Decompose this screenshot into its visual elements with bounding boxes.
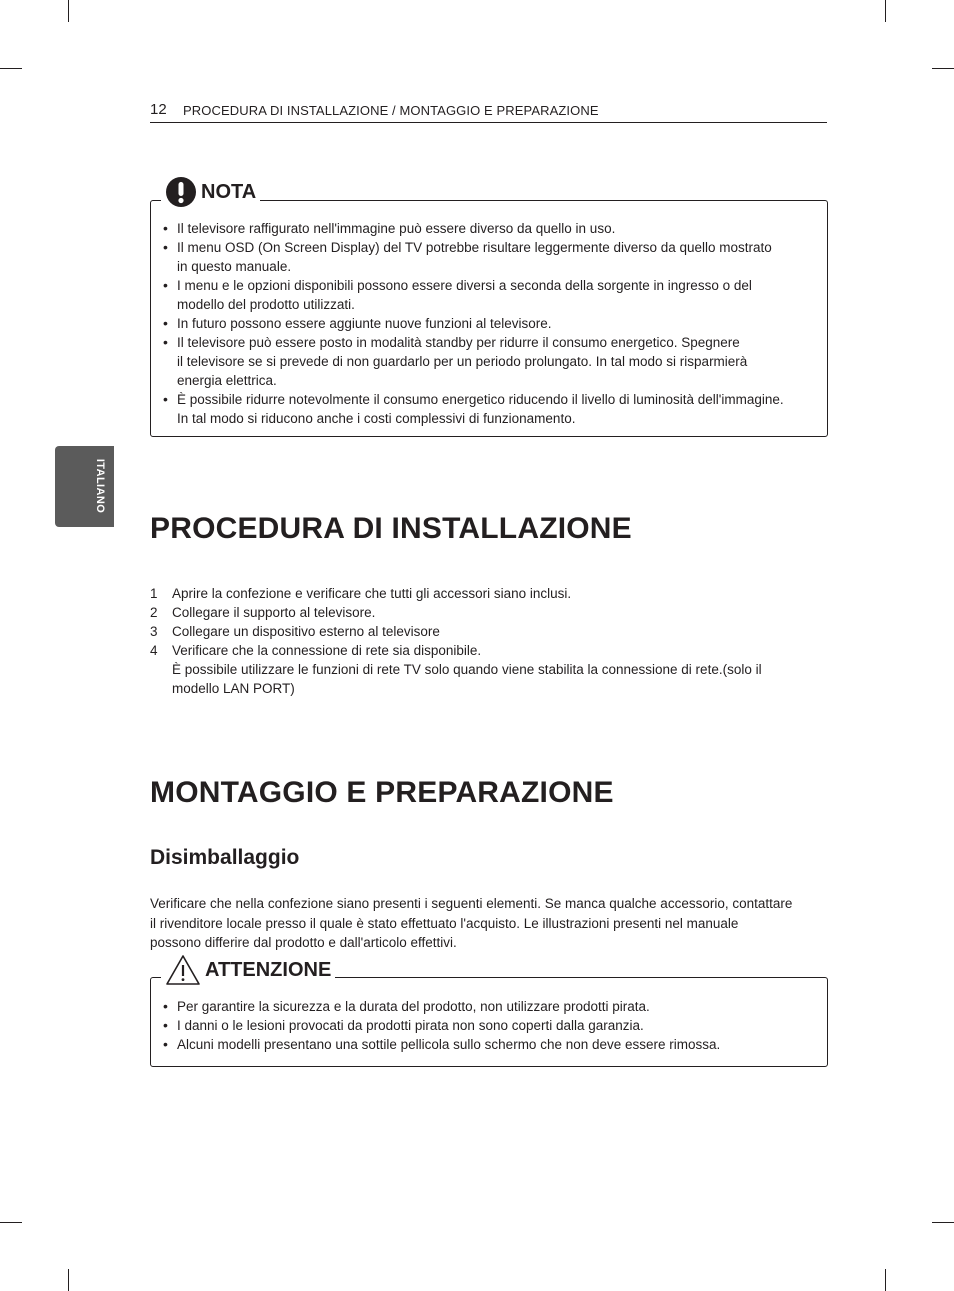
crop-mark bbox=[68, 0, 69, 22]
step-number: 2 bbox=[150, 605, 158, 620]
crop-mark bbox=[885, 1269, 886, 1291]
language-tab-label: ITALIANO bbox=[94, 458, 106, 514]
caution-box bbox=[150, 958, 828, 1067]
step-number: 3 bbox=[150, 624, 158, 639]
caution-list bbox=[151, 997, 827, 1054]
crop-mark bbox=[932, 68, 954, 69]
note-box bbox=[150, 180, 828, 437]
exclamation-circle-icon bbox=[165, 176, 197, 208]
caution-item-line: • Per garantire la sicurezza e la durata del prodotto, non utilizzare prodotti pirata. bbox=[177, 999, 650, 1014]
note-title: NOTA bbox=[201, 180, 257, 203]
note-item-line: • Il menu OSD (On Screen Display) del TV potrebbe risultare leggermente diverso da quello mostrato bbox=[177, 240, 772, 255]
crop-mark bbox=[0, 68, 22, 69]
page-header bbox=[150, 101, 827, 123]
caution-item-line: • Alcuni modelli presentano una sottile pellicola sullo schermo che non deve essere rimossa. bbox=[177, 1037, 721, 1052]
step-item bbox=[150, 603, 830, 622]
note-header bbox=[161, 177, 260, 207]
note-list bbox=[151, 219, 827, 428]
note-item-line: in questo manuale. bbox=[177, 259, 292, 274]
step-item bbox=[150, 584, 830, 603]
paragraph-line: Verificare che nella confezione siano presenti i seguenti elementi. Se manca qualche accessorio, contattare bbox=[150, 896, 793, 911]
caution-header bbox=[161, 954, 335, 986]
step-text: Verificare che la connessione di rete sia disponibile. bbox=[172, 643, 482, 658]
paragraph-line: possono differire dal prodotto e dall'articolo effettivi. bbox=[150, 935, 457, 950]
note-item-line: energia elettrica. bbox=[177, 373, 277, 388]
step-text: È possibile utilizzare le funzioni di rete TV solo quando viene stabilita la connessione di rete.(solo il bbox=[172, 662, 762, 677]
assembly-title: MONTAGGIO E PREPARAZIONE bbox=[150, 776, 614, 809]
note-item-line: il televisore se si prevede di non guardarlo per un periodo prolungato. In tal modo si risparmierà bbox=[177, 354, 748, 369]
note-item bbox=[151, 390, 827, 428]
note-item bbox=[151, 314, 827, 333]
note-item bbox=[151, 219, 827, 238]
unpacking-subtitle: Disimballaggio bbox=[150, 846, 300, 869]
note-item-line: In tal modo si riducono anche i costi complessivi di funzionamento. bbox=[177, 411, 576, 426]
step-text: modello LAN PORT) bbox=[172, 681, 295, 696]
note-item bbox=[151, 238, 827, 276]
step-number: 1 bbox=[150, 586, 158, 601]
caution-title: ATTENZIONE bbox=[205, 958, 332, 981]
step-item bbox=[150, 622, 830, 641]
caution-item-line: • I danni o le lesioni provocati da prodotti pirata non sono coperti dalla garanzia. bbox=[177, 1018, 644, 1033]
note-item-line: • In futuro possono essere aggiunte nuove funzioni al televisore. bbox=[177, 316, 552, 331]
warning-triangle-icon bbox=[165, 954, 201, 986]
note-item-line: • Il televisore raffigurato nell'immagine può essere diverso da quello in uso. bbox=[177, 221, 616, 236]
note-item-line: • È possibile ridurre notevolmente il consumo energetico riducendo il livello di luminosità dell'immagine. bbox=[177, 392, 784, 407]
crop-mark bbox=[885, 0, 886, 22]
step-item bbox=[150, 641, 830, 698]
note-item-line: • Il televisore può essere posto in modalità standby per ridurre il consumo energetico. Spegnere bbox=[177, 335, 740, 350]
running-title: PROCEDURA DI INSTALLAZIONE / MONTAGGIO E PREPARAZIONE bbox=[183, 103, 599, 118]
crop-mark bbox=[0, 1222, 22, 1223]
installation-title: PROCEDURA DI INSTALLAZIONE bbox=[150, 512, 632, 545]
paragraph-line: il rivenditore locale presso il quale è stato effettuato l'acquisto. Le illustrazioni presenti nel manuale bbox=[150, 915, 739, 931]
step-text: Collegare il supporto al televisore. bbox=[172, 605, 376, 620]
crop-mark bbox=[932, 1222, 954, 1223]
caution-item bbox=[151, 997, 827, 1016]
note-item-line: modello del prodotto utilizzati. bbox=[177, 297, 355, 312]
note-item bbox=[151, 333, 827, 390]
page-number: 12 bbox=[150, 101, 167, 118]
step-text: Collegare un dispositivo esterno al televisore bbox=[172, 624, 440, 639]
step-text: Aprire la confezione e verificare che tutti gli accessori siano inclusi. bbox=[172, 586, 572, 601]
note-item bbox=[151, 276, 827, 314]
installation-steps bbox=[150, 584, 830, 698]
unpacking-paragraph bbox=[150, 894, 840, 953]
step-number: 4 bbox=[150, 643, 158, 658]
note-item-line: • I menu e le opzioni disponibili possono essere diversi a seconda della sorgente in ingresso o del bbox=[177, 278, 752, 293]
caution-item bbox=[151, 1035, 827, 1054]
crop-mark bbox=[68, 1269, 69, 1291]
caution-item bbox=[151, 1016, 827, 1035]
